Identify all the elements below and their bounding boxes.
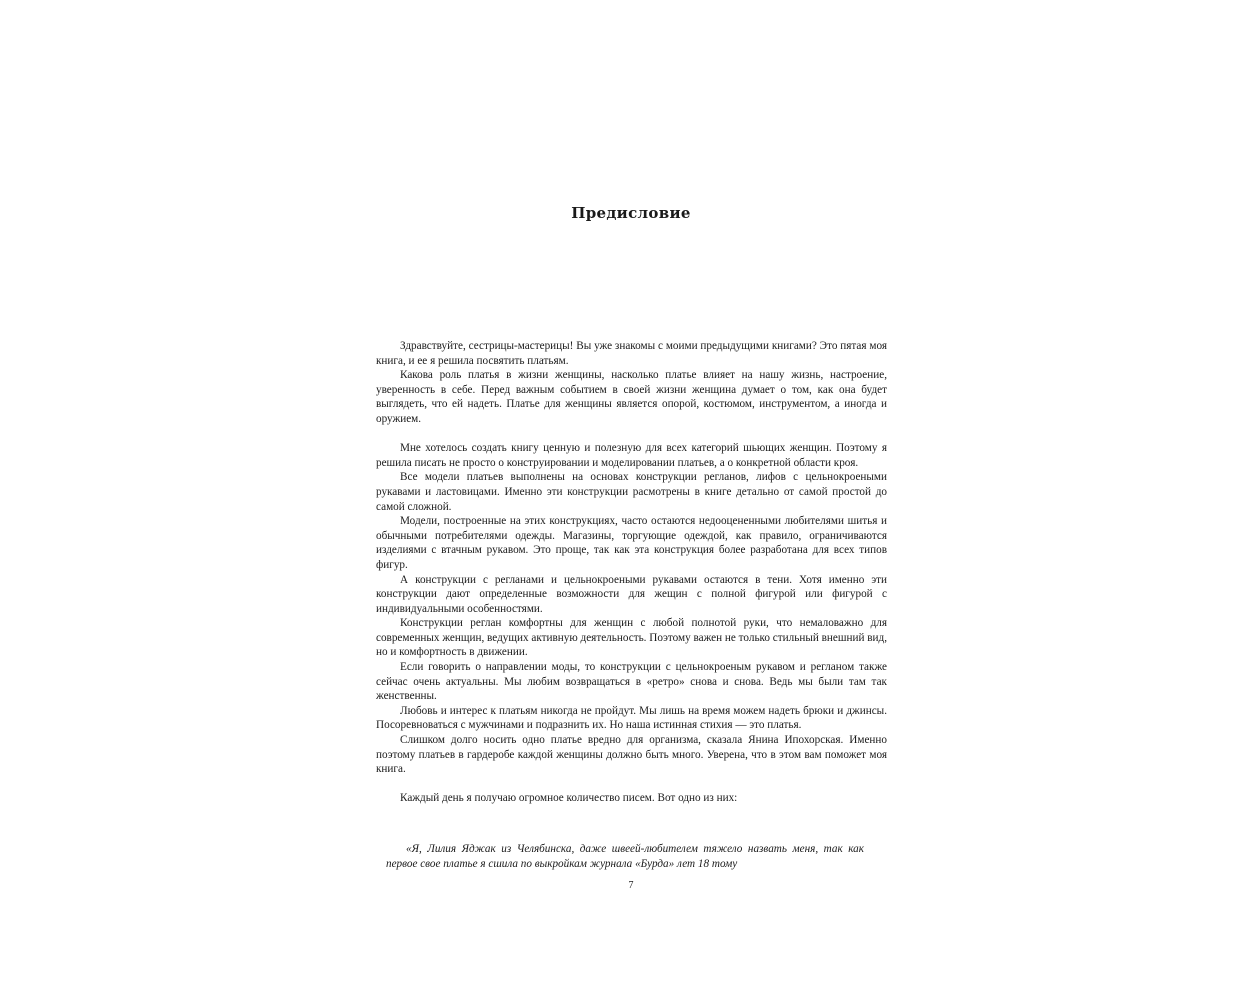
body-text <box>376 339 887 806</box>
paragraph: Слишком долго носить одно платье вредно для организма, сказала Янина Ипохорская. Именно поэтому платьев в гардеробе каждой женщины должно быть много. Уверена, что в этом вам поможет моя книга. <box>376 734 887 776</box>
paragraph: Любовь и интерес к платьям никогда не пройдут. Мы лишь на время можем надеть брюки и джинсы. Посоревноваться с мужчинами и подразнить их. Но наша истинная стихия — это платья. <box>376 704 887 732</box>
page-number: 7 <box>628 880 634 891</box>
paragraph: А конструкции с регланами и цельнокроеными рукавами остаются в тени. Хотя именно эти конструкции дают определенные возможности для жещин с полной фигурой или фигурой с индивидуальными особенностями. <box>376 573 887 615</box>
paragraph: Здравствуйте, сестрицы-мастерицы! Вы уже знакомы с моими предыдущими книгами? Это пятая моя книга, и ее я решила посвятить платьям. <box>376 340 887 367</box>
paragraph: Каждый день я получаю огромное количество писем. Вот одно из них: <box>400 792 738 805</box>
paragraph: Какова роль платья в жизни женщины, насколько платье влияет на нашу жизнь, настроение, уверенность в себе. Перед важным событием в своей жизни женщина думает о том, как она будет выглядеть, что ей надеть. Платье для женщины является опорой, костюмом, инструментом, а иногда и оружием. <box>376 369 887 425</box>
paragraph: Если говорить о направлении моды, то конструкции с цельнокроеным рукавом и регланом также сейчас очень актуальны. Мы любим возвращаться в «ретро» снова и снова. Ведь мы были там так женственны. <box>376 661 887 703</box>
letter-quote: «Я, Лилия Яджак из Челябинска, даже швеей-любителем тяжело назвать меня, так как первое свое платье я сшила по выкройкам журнала «Бурда» лет 18 тому <box>386 843 864 870</box>
paragraph: Модели, построенные на этих конструкциях, часто остаются недооцененными любителями шитья и обычными потребителями одежды. Магазины, торгующие одеждой, как правило, ограничиваются изделиями с втачным рукавом. Это проще, так как эта конструкция более разработана для всех типов фигур. <box>376 515 887 571</box>
paragraph: Мне хотелось создать книгу ценную и полезную для всех категорий шьющих женщин. Поэтому я решила писать не просто о конструировании и моделировании платьев, а о конкретной области кроя. <box>376 442 887 469</box>
paragraph: Конструкции реглан комфортны для женщин с любой полнотой руки, что немаловажно для современных женщин, ведущих активную деятельность. Поэтому важен не только стильный внешний вид, но и комфортность в движении. <box>376 617 887 659</box>
chapter-title: Предисловие <box>571 204 691 222</box>
paragraph: Все модели платьев выполнены на основах конструкции регланов, лифов с цельнокроеными рукавами и ластовицами. Именно эти конструкции расмотрены в книге детально от самой простой до самой сложной. <box>376 471 887 513</box>
